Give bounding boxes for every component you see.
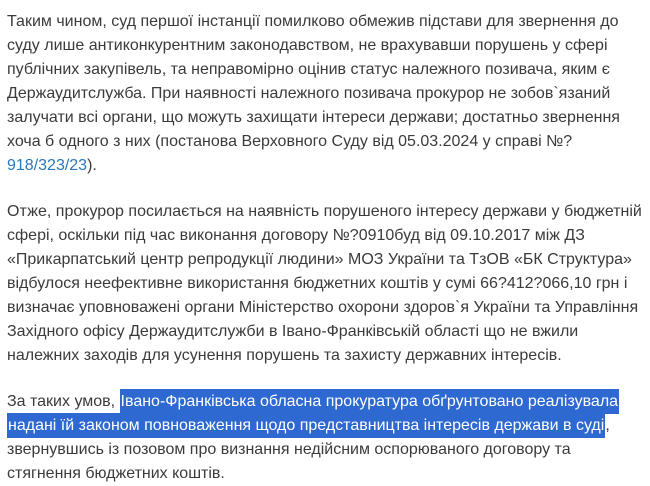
selected-text: надані їй законом повноваження щодо представництва інтересів держави в суді: [7, 413, 605, 438]
text-run: хоча б одного з них (постанова Верховного Суду від 05.03.2024 у справі №?: [7, 133, 573, 150]
case-number-link[interactable]: 918/323/23: [7, 157, 88, 174]
text-run: Держаудитслужба. При наявності належного позивача прокурор не зобов`язаний: [7, 85, 611, 102]
paragraph-2: [7, 200, 642, 368]
text-line: [7, 10, 636, 34]
text-line: [7, 154, 636, 178]
text-line: [7, 344, 636, 368]
text-line: [7, 130, 636, 154]
text-line: [7, 272, 636, 296]
paragraph-1: [7, 10, 636, 178]
text-run: За таких умов,: [7, 393, 120, 410]
text-line: [7, 82, 636, 106]
text-run: стягнення бюджетних коштів.: [7, 465, 225, 482]
text-run: Таким чином, суд першої інстанції помилково обмежив підстави для звернення до: [7, 13, 619, 30]
text-run: ,: [605, 417, 610, 434]
text-line: [7, 296, 639, 320]
text-line: [7, 320, 636, 344]
text-line: [7, 224, 636, 248]
text-run: залучати всі органи, що можуть захищати інтереси держави; достатньо звернення: [7, 109, 620, 126]
text-run: Отже, прокурор посилається на наявність порушеного інтересу держави у бюджетній: [7, 203, 642, 220]
text-run: «Прикарпатський центр репродукції людини» МОЗ України та ТзОВ «БК Структура»: [7, 251, 632, 268]
paragraph-3: [7, 390, 636, 486]
text-run: публічних закупівель, та неправомірно оцінив статус належного позивача, яким є: [7, 61, 610, 78]
text-line: [7, 106, 636, 130]
text-line: [7, 200, 642, 224]
text-line: [7, 438, 636, 462]
text-line: [7, 248, 636, 272]
text-line: [7, 414, 636, 438]
text-line: [7, 58, 636, 82]
text-line: [7, 462, 636, 486]
text-line: [7, 34, 636, 58]
text-run: визначає уповноважені органи Міністерство охорони здоров`я України та Управління: [7, 299, 639, 316]
text-line: [7, 390, 636, 414]
text-run: сфері, оскільки під час виконання договору №?0910буд від 09.10.2017 між ДЗ: [7, 227, 585, 244]
text-run: звернувшись із позовом про визнання недійсним оспорюваного договору та: [7, 441, 571, 458]
text-run: Західного офісу Держаудитслужби в Івано-Франківській області що не вжили: [7, 323, 579, 340]
selected-text: Івано-Франківська обласна прокуратура обґрунтовано реалізувала: [120, 389, 620, 414]
text-run: належних заходів для усунення порушень та захисту державних інтересів.: [7, 347, 562, 364]
text-run: ).: [87, 157, 97, 174]
text-run: суду лише антиконкурентним законодавством, не врахувавши порушень у сфері: [7, 37, 608, 54]
text-run: відбулося неефективне використання бюджетних коштів у сумі 66?412?066,10 грн і: [7, 275, 628, 292]
